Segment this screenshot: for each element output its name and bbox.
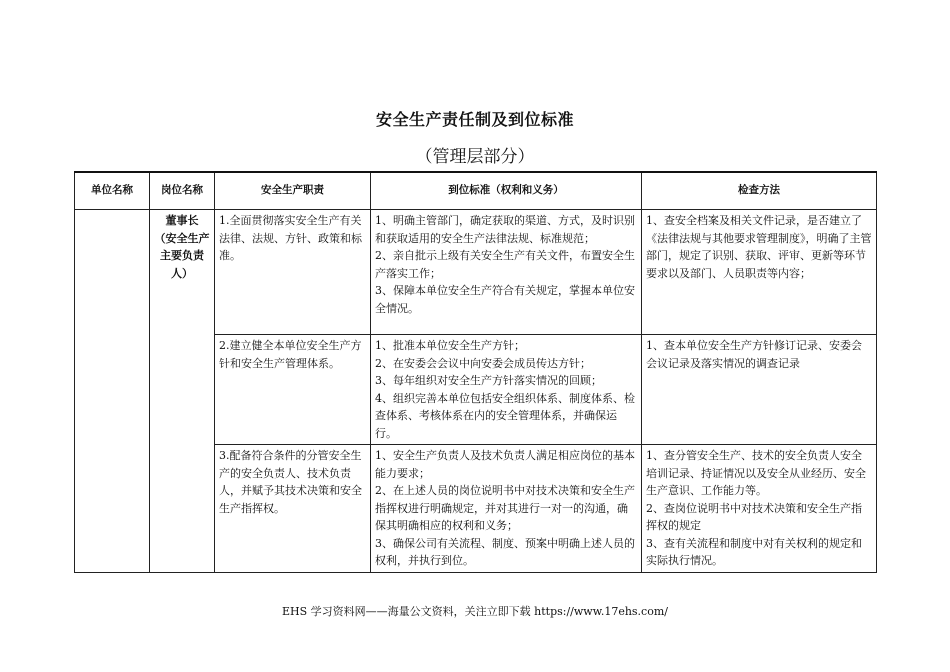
post-name-cell: [150, 210, 215, 573]
footer-source-link[interactable]: EHS 学习资料网——海量公文资料，关注立即下载 https://www.17ehs.com/: [282, 605, 668, 618]
responsibility-table: [74, 171, 877, 573]
standard-item: 1、批准本单位安全生产方针；: [375, 339, 525, 352]
method-item: 1、查分管安全生产、技术的安全负责人安全培训记录、持证情况以及安全从业经历、安全生产意识、工作能力等。: [646, 449, 866, 497]
document-subtitle: （管理层部分）: [415, 147, 535, 167]
table-row: [75, 210, 877, 335]
duty-cell: 1.全面贯彻落实安全生产有关法律、法规、方针、政策和标准。: [215, 210, 371, 335]
standard-cell: [371, 335, 642, 445]
duty-cell: 2.建立健全本单位安全生产方针和安全生产管理体系。: [215, 335, 371, 445]
header-post-name: 岗位名称: [150, 172, 215, 210]
method-item: 1、查本单位安全生产方针修订记录、安委会会议记录及落实情况的调查记录: [646, 339, 862, 370]
standard-item: 2、在上述人员的岗位说明书中对技术决策和安全生产指挥权进行明确规定，并对其进行一对一的沟通，确保其明确相应的权利和义务；: [375, 484, 635, 532]
unit-name-cell: [75, 210, 150, 573]
method-cell: [642, 210, 877, 335]
standard-item: 1、明确主管部门，确定获取的渠道、方式，及时识别和获取适用的安全生产法律法规、标准规范；: [375, 214, 635, 245]
standard-item: 3、保障本单位安全生产符合有关规定，掌握本单位安全情况。: [375, 284, 635, 315]
method-cell: [642, 335, 877, 445]
header-unit-name: 单位名称: [75, 172, 150, 210]
post-role: （安全生产主要负责人）: [154, 231, 210, 280]
header-safety-duty: 安全生产职责: [215, 172, 371, 210]
duty-cell: 3.配备符合条件的分管安全生产的安全负责人、技术负责人，并赋予其技术决策和安全生产指挥权。: [215, 445, 371, 573]
standard-item: 2、在安委会会议中向安委会成员传达方针；: [375, 356, 591, 370]
standard-item: 1、安全生产负责人及技术负责人满足相应岗位的基本能力要求；: [375, 449, 635, 480]
standard-cell: [371, 210, 642, 335]
header-check-method: 检查方法: [642, 172, 877, 210]
standard-cell: [371, 445, 642, 573]
post-name: 董事长: [165, 214, 199, 227]
table-header-row: [75, 172, 877, 210]
standard-item: 4、组织完善本单位包括安全组织体系、制度体系、检查体系、考核体系在内的安全管理体系，并确保运行。: [375, 391, 635, 440]
standard-item: 3、每年组织对安全生产方针落实情况的回顾；: [375, 374, 602, 387]
method-item: 2、查岗位说明书中对技术决策和安全生产指挥权的规定: [646, 501, 862, 532]
document-title: 安全生产责任制及到位标准: [375, 110, 574, 129]
standard-item: 3、确保公司有关流程、制度、预案中明确上述人员的权利，并执行到位。: [375, 536, 635, 567]
method-item: 1、查安全档案及相关文件记录，是否建立了《法律法规与其他要求管理制度》，明确了主管部门，规定了识别、获取、评审、更新等环节要求以及部门、人员职责等内容；: [646, 214, 872, 280]
header-standard: 到位标准（权利和义务）: [371, 172, 642, 210]
standard-item: 2、亲自批示上级有关安全生产有关文件，布置安全生产落实工作；: [375, 249, 635, 280]
method-item: 3、查有关流程和制度中对有关权利的规定和实际执行情况。: [646, 536, 862, 567]
method-cell: [642, 445, 877, 573]
